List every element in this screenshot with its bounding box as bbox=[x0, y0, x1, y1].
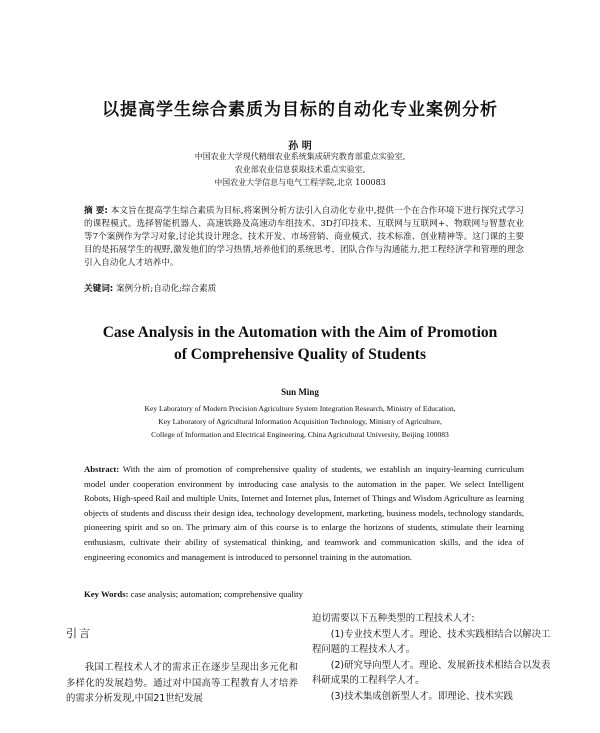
english-affiliations bbox=[0, 402, 600, 441]
english-title-line-1: Case Analysis in the Automation with the Aim of Promotion bbox=[102, 324, 498, 341]
chinese-affiliation-3: 中国农业大学信息与电气工程学院,北京 100083 bbox=[214, 178, 386, 187]
english-abstract bbox=[84, 462, 524, 564]
chinese-abstract-text: 本文旨在提高学生综合素质为目标,将案例分析方法引入自动化专业中,提供一个在合作环境下进行探究式学习的课程模式。选择智能机器人、高速铁路及高速动车组技术、3D打印技术、互联网与互联网+、物联网与智慧农业等7个案例作为学习对象,讨论其设计理念、技术开发、市场营销、商业模式、技术标准、创业精神等。这门课的主要目的是拓展学生的视野,激发他们的学习热情,培养他们的系统思考、团队合作与沟通能力,把工程经济学和管理的理念引入自动化人才培养中。 bbox=[84, 206, 525, 268]
body-right-line-1: 迫切需要以下五种类型的工程技术人才: bbox=[312, 613, 475, 624]
body-left-column bbox=[66, 660, 298, 707]
chinese-title: 以提高学生综合素质为目标的自动化专业案例分析 bbox=[102, 100, 498, 120]
english-abstract-label: Abstract: bbox=[84, 464, 120, 474]
chinese-affiliation-2: 农业部农业信息获取技术重点实验室, bbox=[234, 165, 366, 174]
english-keywords bbox=[84, 589, 303, 599]
english-keywords-text: case analysis; automation; comprehensive quality bbox=[130, 589, 303, 599]
body-right-line-4: (3)技术集成创新型人才。即理论、技术实践 bbox=[330, 690, 513, 702]
english-title-line-2: of Comprehensive Quality of Students bbox=[173, 346, 427, 363]
english-title bbox=[0, 322, 600, 366]
body-right-column bbox=[312, 611, 552, 704]
chinese-author: 孙 明 bbox=[288, 141, 312, 152]
chinese-affiliation-1: 中国农业大学现代精细农业系统集成研究教育部重点实验室, bbox=[194, 152, 406, 161]
english-keywords-label: Key Words: bbox=[84, 589, 129, 599]
body-left-paragraph: 我国工程技术人才的需求正在逐步呈现出多元化和多样化的发展趋势。通过对中国高等工程教育人才培养的需求分析发现,中国21世纪发展 bbox=[66, 662, 298, 704]
chinese-abstract-label: 摘 要: bbox=[84, 206, 108, 216]
chinese-keywords bbox=[84, 282, 216, 294]
chinese-keywords-label: 关键词: bbox=[84, 284, 114, 294]
english-author: Sun Ming bbox=[281, 387, 319, 397]
body-right-line-2: (1)专业技术型人才。理论、技术实践相结合以解决工程问题的工程技术人才。 bbox=[312, 628, 551, 655]
english-affiliation-1: Key Laboratory of Modern Precision Agriculture System Integration Research, Ministry of Education, bbox=[144, 404, 456, 413]
body-right-line-3: (2)研究导向型人才。理论、发展新技术相结合以发表科研成果的工程科学人才。 bbox=[312, 659, 551, 686]
section-heading-introduction: 引言 bbox=[66, 627, 92, 640]
english-affiliation-3: College of Information and Electrical Engineering, China Agricultural University, Beijing 100083 bbox=[151, 430, 449, 439]
chinese-abstract bbox=[84, 205, 524, 270]
english-abstract-text: With the aim of promotion of comprehensive quality of students, we establish an inquiry-learning curriculum model under cooperation environment by introducing case analysis to the automation in the paper. We select Intelligent Robots, High-speed Rail and multiple Units, Internet and Internet plus, Internet of Things and Wisdom Agriculture as learning objects of students and discuss their design idea, technology development, marketing, business models, technology standards, pioneering spirit and so on. The primary aim of this course is to enlarge the horizons of students, stimulate their learning enthusiasm, cultivate their ability of systematical thinking, and teamwork and communication skills, and the idea of engineering economics and management is introduced to personnel training in the automation. bbox=[84, 464, 525, 562]
chinese-keywords-text: 案例分析;自动化;综合素质 bbox=[115, 284, 217, 294]
english-affiliation-2: Key Laboratory of Agricultural Information Acquisition Technology, Ministry of Agriculture, bbox=[158, 417, 442, 426]
